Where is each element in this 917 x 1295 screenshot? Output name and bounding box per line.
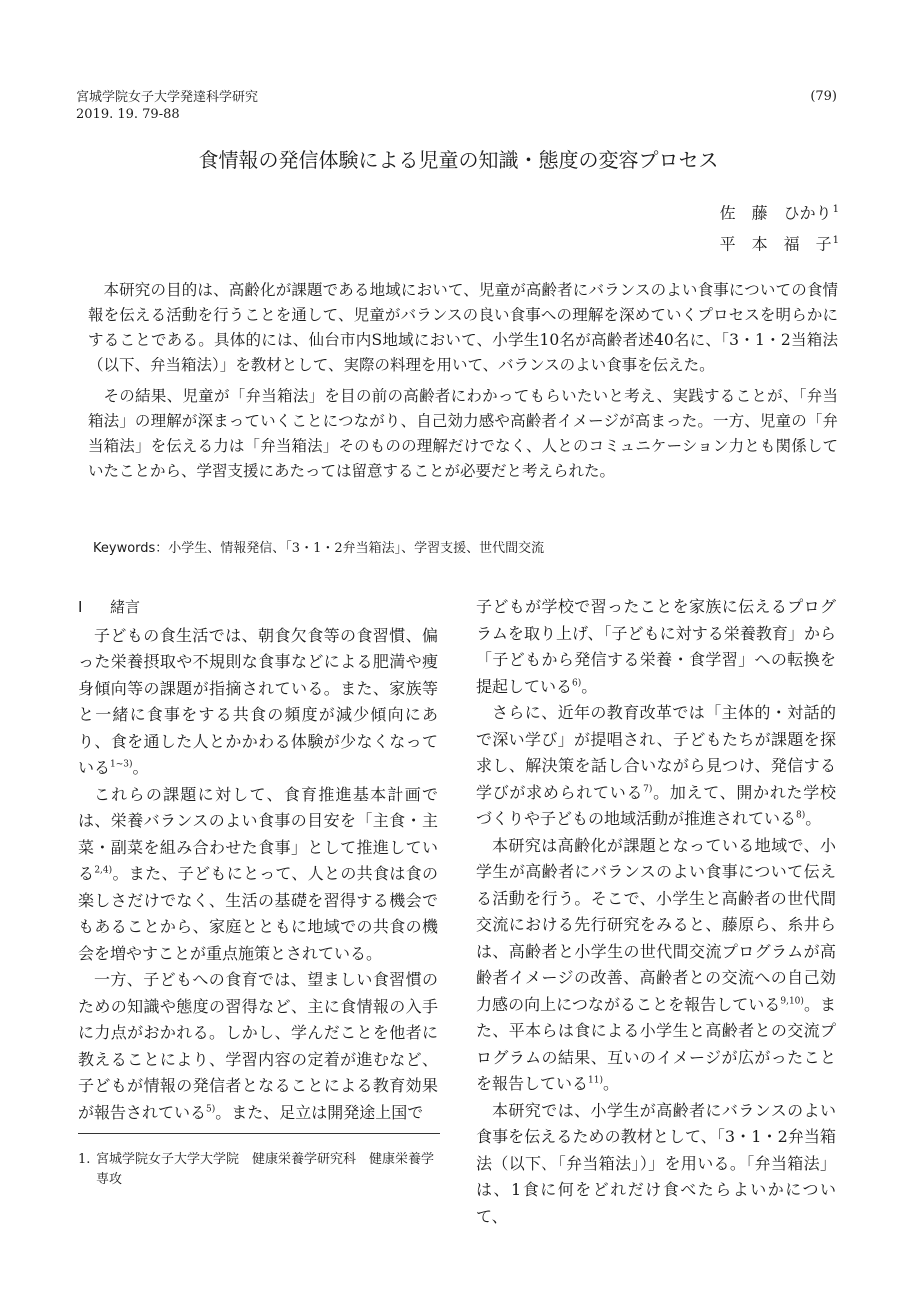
footnote [78, 1150, 440, 1190]
right-column [476, 594, 836, 1230]
author [720, 227, 839, 258]
author-name: 佐 藤 ひかり [719, 203, 832, 223]
abstract-paragraph: 本研究の目的は、高齢化が課題である地域において、児童が高齢者にバランスのよい食事についての食情報を伝える活動を行うことを通して、児童がバランスの良い食事への理解を深めていくプロセスを明らかにすることである。具体的には、仙台市内S地域において、小学生10名が高齢者述40名に、「3・1・2当箱法（以下、弁当箱法）」を教材として、実際の料理を用いて、バランスのよい食事を伝えた。 [88, 281, 838, 374]
section-number: Ⅰ [78, 598, 83, 616]
page-number: (79) [810, 89, 837, 104]
footnote-text: 宮城学院女子大学大学院 健康栄養学研究科 健康栄養学専攻 [96, 1152, 435, 1187]
section-heading [78, 594, 438, 621]
author [720, 196, 839, 227]
body-paragraph: 本研究では、小学生が高齢者にバランスのよい食事を伝えるための教材として、「3・1・2弁当箱法（以下､「弁当箱法」）」を用いる。「弁当箱法」は、1食に何をどれだけ食べたらよいかについて、 [476, 1100, 836, 1226]
citation: 2,4) [94, 865, 113, 876]
citation: 11) [588, 1075, 603, 1086]
left-column [78, 594, 438, 1126]
citation: 5) [206, 1104, 216, 1115]
body-paragraph: 子どもが学校で習ったことを家族に伝えるプログラムを取り上げ、「子どもに対する栄養教育」から「子どもから発信する栄養・食学習」への転換を提起している$^{6)}$。 [476, 597, 836, 696]
body-paragraph: 一方、子どもへの食育では、望ましい食習慣のための知識や態度の習得など、主に食情報の入手に力点がおかれる。しかし、学んだことを他者に教えることにより、学習内容の定着が進むなど、子どもが情報の発信者となることによる教育効果が報告されている$^{5)}$。また、足立は開発途上国で [78, 970, 438, 1122]
citation: 8) [796, 810, 806, 821]
keywords-label: Keywords： [93, 541, 169, 556]
paper-title: 食情報の発信体験による児童の知識・態度の変容プロセス [198, 148, 719, 172]
body-paragraph: 子どもの食生活では、朝食欠食等の食習慣、偏った栄養摂取や不規則な食事などによる肥満や痩身傾向等の課題が指摘されている。また、家族等と一緒に食事をする共食の頻度が減少傾向にあり、食を通した人とかかわる体験が少なくなっている$^{1\sim 3)}$。 [78, 625, 438, 777]
abstract [88, 278, 838, 490]
author-affiliation-mark: 1 [832, 204, 839, 215]
citation: 6) [572, 678, 582, 689]
footnote-number: 1. [78, 1152, 91, 1167]
journal-name: 宮城学院女子大学発達科学研究 [76, 90, 259, 105]
body-paragraph: さらに、近年の教育改革では「主体的・対話的で深い学び」が提唱され、子どもたちが課題を探求し、解決策を話し合いながら見つけ、発信する学びが求められている$^{7)}$。加えて、開かれた学校づくりや子どもの地域活動が推進されている$^{8)}$。 [476, 703, 836, 828]
section-title: 緒言 [110, 598, 141, 616]
citation: 1~3) [110, 759, 133, 770]
author-list [720, 196, 839, 259]
body-paragraph: 本研究は高齢化が課題となっている地域で、小学生が高齢者にバランスのよい食事について伝える活動を行う。そこで、小学生と高齢者の世代間交流における先行研究をみると、藤原ら、糸井らは、高齢者と小学生の世代間交流プログラムが高齢者イメージの改善、高齢者との交流への自己効力感の向上につながることを報告している$^{9,10)}$。また、平本らは食による小学生と高齢者との交流プログラムの結果、互いのイメージが広がったことを報告している$^{11)}$。 [476, 835, 836, 1093]
author-affiliation-mark: 1 [832, 235, 839, 247]
abstract-paragraph: その結果、児童が「弁当箱法」を目の前の高齢者にわかってもらいたいと考え、実践することが、「弁当箱法」の理解が深まっていくことにつながり、自己効力感や高齢者イメージが高まった。一方、児童の「弁当箱法」を伝える力は「弁当箱法」そのものの理解だけでなく、人とのコミュニケーション力とも関係していたことから、学習支援にあたっては留意することが必要だと考えられた。 [88, 387, 838, 480]
author-name: 平 本 福 子 [719, 234, 832, 254]
citation: 9,10) [780, 996, 804, 1007]
citation: 7) [643, 784, 653, 795]
body-paragraph: これらの課題に対して、食育推進基本計画では、栄養バランスのよい食事の目安を「主食・主菜・副菜を組み合わせた食事」として推進している$^{2,4)}$。また、子どもにとって、人との共食は食の楽しさだけでなく、生活の基礎を習得する機会でもあることから、家庭とともに地域での共食の機会を増やすことが重点施策とされている。 [78, 784, 438, 963]
journal-volume-info: 2019. 19. 79-88 [76, 107, 180, 122]
journal-header [76, 89, 258, 123]
keywords-text: 小学生、情報発信、「3・1・2弁当箱法」、学習支援、世代間交流 [168, 541, 545, 556]
keywords [93, 538, 544, 560]
footnote-divider [78, 1133, 440, 1134]
